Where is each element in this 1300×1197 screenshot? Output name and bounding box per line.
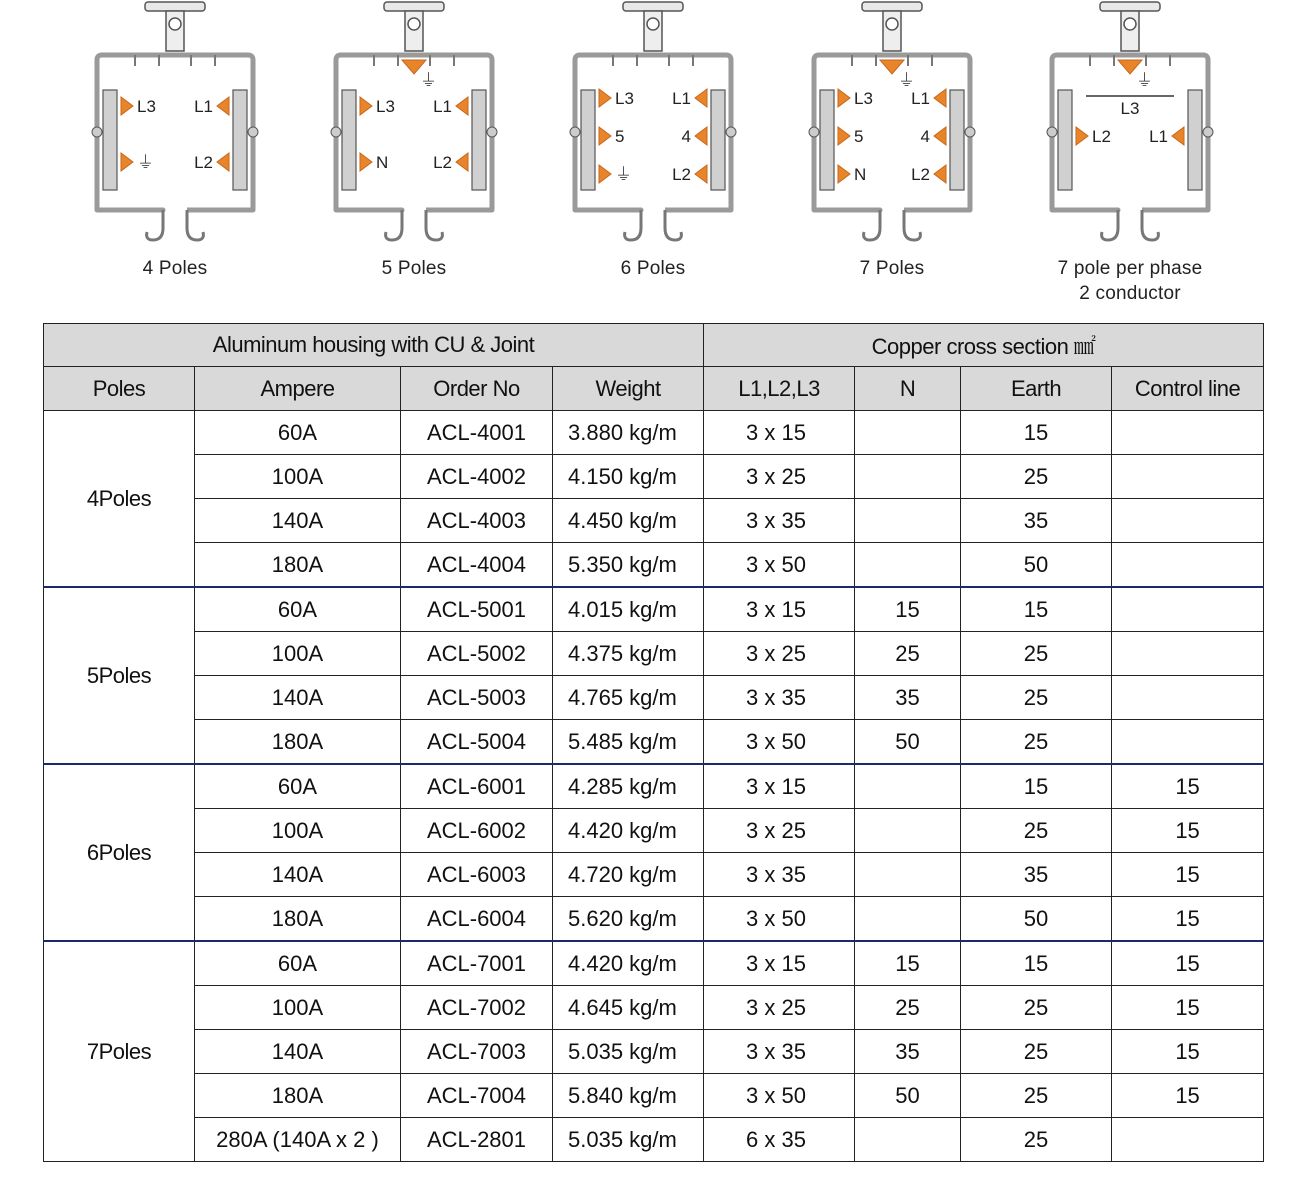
ground-symbol-icon: ⏚ — [898, 71, 915, 90]
terminal-clip-icon — [121, 153, 133, 171]
terminal-label: L3 — [376, 97, 395, 116]
order-no-cell: ACL-7004 — [401, 1074, 553, 1118]
control-line-cell: 15 — [1112, 764, 1264, 809]
table-row — [44, 1118, 1264, 1162]
weight-cell: 4.645 kg/m — [553, 986, 704, 1030]
earth-cell: 50 — [961, 543, 1112, 588]
terminal-label: N — [376, 153, 389, 172]
rail-diagram — [314, 0, 514, 310]
n-cell — [855, 543, 961, 588]
terminal-label: L2 — [433, 153, 452, 172]
col-header-earth: Earth — [961, 367, 1112, 411]
n-cell: 15 — [855, 587, 961, 632]
terminal-label: ⏚ — [615, 165, 632, 184]
order-no-cell: ACL-5002 — [401, 632, 553, 676]
ampere-cell: 60A — [195, 411, 401, 455]
weight-cell: 5.035 kg/m — [553, 1118, 704, 1162]
l1l2l3-cell: 3 x 35 — [704, 499, 855, 543]
ground-symbol-icon: ⏚ — [1136, 71, 1153, 90]
diagram-caption — [1030, 256, 1230, 306]
table-row — [44, 676, 1264, 720]
weight-cell: 4.450 kg/m — [553, 499, 704, 543]
l1l2l3-cell: 3 x 15 — [704, 411, 855, 455]
earth-cell: 15 — [961, 764, 1112, 809]
weight-cell: 4.420 kg/m — [553, 941, 704, 986]
order-no-cell: ACL-5003 — [401, 676, 553, 720]
terminal-label: L1 — [672, 89, 691, 108]
diagram-caption — [314, 256, 514, 281]
poles-cell: 6Poles — [44, 764, 195, 941]
rail-profile-icon — [314, 0, 514, 252]
l1l2l3-cell: 3 x 25 — [704, 809, 855, 853]
order-no-cell: ACL-7002 — [401, 986, 553, 1030]
l1l2l3-cell: 3 x 25 — [704, 455, 855, 499]
l1l2l3-cell: 3 x 50 — [704, 897, 855, 942]
order-no-cell: ACL-7001 — [401, 941, 553, 986]
table-row — [44, 1030, 1264, 1074]
l1l2l3-cell: 3 x 15 — [704, 941, 855, 986]
order-no-cell: ACL-4002 — [401, 455, 553, 499]
terminal-clip-icon — [838, 127, 850, 145]
earth-cell: 25 — [961, 632, 1112, 676]
terminal-label: 4 — [681, 127, 691, 146]
order-no-cell: ACL-4001 — [401, 411, 553, 455]
terminal-label: L3 — [615, 89, 634, 108]
l1l2l3-cell: 6 x 35 — [704, 1118, 855, 1162]
table-row — [44, 587, 1264, 632]
weight-cell: 5.035 kg/m — [553, 1030, 704, 1074]
col-header-poles: Poles — [44, 367, 195, 411]
terminal-clip-icon — [695, 127, 707, 145]
earth-cell: 15 — [961, 941, 1112, 986]
terminal-clip-icon — [217, 97, 229, 115]
order-no-cell: ACL-4003 — [401, 499, 553, 543]
earth-cell: 25 — [961, 1118, 1112, 1162]
terminal-clip-icon — [1076, 127, 1088, 145]
n-cell — [855, 853, 961, 897]
n-cell: 50 — [855, 1074, 961, 1118]
order-no-cell: ACL-2801 — [401, 1118, 553, 1162]
copper-group-header: Copper cross section ㎟ — [704, 324, 1264, 367]
rail-diagram — [75, 0, 275, 310]
control-line-cell — [1112, 676, 1264, 720]
ampere-cell: 140A — [195, 853, 401, 897]
l1l2l3-cell: 3 x 15 — [704, 764, 855, 809]
weight-cell: 4.375 kg/m — [553, 632, 704, 676]
earth-cell: 35 — [961, 499, 1112, 543]
poles-cell: 7Poles — [44, 941, 195, 1162]
terminal-clip-icon — [456, 97, 468, 115]
order-no-cell: ACL-6004 — [401, 897, 553, 942]
terminal-clip-icon — [599, 89, 611, 107]
diagram-caption-line: 7 Poles — [859, 258, 925, 279]
group-header-row — [44, 324, 1264, 367]
order-no-cell: ACL-6003 — [401, 853, 553, 897]
terminal-label: 5 — [615, 127, 625, 146]
terminal-clip-icon — [599, 127, 611, 145]
l1l2l3-cell: 3 x 35 — [704, 1030, 855, 1074]
table-row — [44, 1074, 1264, 1118]
order-no-cell: ACL-4004 — [401, 543, 553, 588]
control-line-cell — [1112, 1118, 1264, 1162]
control-line-cell — [1112, 632, 1264, 676]
earth-cell: 35 — [961, 853, 1112, 897]
terminal-label: L3 — [854, 89, 873, 108]
table-row — [44, 764, 1264, 809]
terminal-label: L1 — [433, 97, 452, 116]
weight-cell: 4.720 kg/m — [553, 853, 704, 897]
housing-group-header: Aluminum housing with CU & Joint — [44, 324, 704, 367]
diagram-caption — [792, 256, 992, 281]
rail-profile-icon — [75, 0, 275, 252]
terminal-clip-icon — [934, 165, 946, 183]
order-no-cell: ACL-5004 — [401, 720, 553, 765]
terminal-label: L1 — [1149, 127, 1168, 146]
diagram-strip — [0, 0, 1300, 315]
n-cell — [855, 455, 961, 499]
weight-cell: 4.765 kg/m — [553, 676, 704, 720]
rail-profile-icon — [1030, 0, 1230, 252]
earth-cell: 15 — [961, 587, 1112, 632]
n-cell — [855, 411, 961, 455]
ampere-cell: 100A — [195, 809, 401, 853]
n-cell: 35 — [855, 1030, 961, 1074]
terminal-clip-icon — [121, 97, 133, 115]
weight-cell: 4.420 kg/m — [553, 809, 704, 853]
control-line-cell: 15 — [1112, 809, 1264, 853]
terminal-clip-icon — [695, 165, 707, 183]
n-cell: 25 — [855, 986, 961, 1030]
weight-cell: 5.620 kg/m — [553, 897, 704, 942]
col-header-n: N — [855, 367, 961, 411]
earth-cell: 25 — [961, 1074, 1112, 1118]
control-line-cell: 15 — [1112, 986, 1264, 1030]
table-row — [44, 809, 1264, 853]
table-row — [44, 632, 1264, 676]
terminal-clip-icon — [838, 165, 850, 183]
ampere-cell: 140A — [195, 1030, 401, 1074]
ampere-cell: 180A — [195, 897, 401, 942]
n-cell — [855, 897, 961, 942]
order-no-cell: ACL-6002 — [401, 809, 553, 853]
control-line-cell — [1112, 720, 1264, 765]
col-header-order-no: Order No — [401, 367, 553, 411]
table-row — [44, 543, 1264, 588]
weight-cell: 5.485 kg/m — [553, 720, 704, 765]
col-header-weight: Weight — [553, 367, 704, 411]
weight-cell: 4.285 kg/m — [553, 764, 704, 809]
col-header-control-line: Control line — [1112, 367, 1264, 411]
diagram-caption-line: 7 pole per phase — [1057, 258, 1203, 279]
ampere-cell: 100A — [195, 455, 401, 499]
control-line-cell — [1112, 455, 1264, 499]
terminal-label: L2 — [194, 153, 213, 172]
weight-cell: 5.840 kg/m — [553, 1074, 704, 1118]
l1l2l3-cell: 3 x 50 — [704, 1074, 855, 1118]
terminal-label: L3 — [137, 97, 156, 116]
table-row — [44, 897, 1264, 942]
earth-cell: 50 — [961, 897, 1112, 942]
l1l2l3-cell: 3 x 50 — [704, 543, 855, 588]
weight-cell: 5.350 kg/m — [553, 543, 704, 588]
ampere-cell: 180A — [195, 720, 401, 765]
control-line-cell: 15 — [1112, 941, 1264, 986]
table-row — [44, 853, 1264, 897]
rail-profile-icon — [553, 0, 753, 252]
earth-cell: 25 — [961, 455, 1112, 499]
terminal-clip-icon — [217, 153, 229, 171]
l1l2l3-cell: 3 x 25 — [704, 632, 855, 676]
terminal-label: L1 — [194, 97, 213, 116]
n-cell: 25 — [855, 632, 961, 676]
earth-cell: 25 — [961, 1030, 1112, 1074]
order-no-cell: ACL-7003 — [401, 1030, 553, 1074]
l1l2l3-cell: 3 x 50 — [704, 720, 855, 765]
control-line-cell — [1112, 411, 1264, 455]
ampere-cell: 100A — [195, 632, 401, 676]
terminal-clip-icon — [838, 89, 850, 107]
control-line-cell: 15 — [1112, 1030, 1264, 1074]
control-line-cell — [1112, 499, 1264, 543]
rail-diagram — [1030, 0, 1230, 310]
table-row — [44, 411, 1264, 455]
order-no-cell: ACL-6001 — [401, 764, 553, 809]
l1l2l3-cell: 3 x 35 — [704, 676, 855, 720]
table-row — [44, 499, 1264, 543]
terminal-label: L3 — [1120, 99, 1140, 118]
rail-diagram — [553, 0, 753, 310]
control-line-cell — [1112, 587, 1264, 632]
terminal-label: N — [854, 165, 867, 184]
control-line-cell: 15 — [1112, 1074, 1264, 1118]
poles-cell: 4Poles — [44, 411, 195, 588]
ampere-cell: 60A — [195, 587, 401, 632]
terminal-clip-icon — [934, 89, 946, 107]
diagram-caption — [553, 256, 753, 281]
diagram-caption-line: 5 Poles — [381, 258, 447, 279]
control-line-cell — [1112, 543, 1264, 588]
diagram-caption-line: 2 conductor — [1079, 283, 1181, 304]
rail-profile-icon — [792, 0, 992, 252]
ampere-cell: 100A — [195, 986, 401, 1030]
terminal-label: L2 — [1092, 127, 1111, 146]
earth-cell: 25 — [961, 986, 1112, 1030]
control-line-cell: 15 — [1112, 897, 1264, 942]
terminal-clip-icon — [456, 153, 468, 171]
n-cell — [855, 764, 961, 809]
spec-table — [43, 323, 1264, 1162]
column-header-row — [44, 367, 1264, 411]
n-cell — [855, 809, 961, 853]
earth-cell: 15 — [961, 411, 1112, 455]
ampere-cell: 140A — [195, 676, 401, 720]
order-no-cell: ACL-5001 — [401, 587, 553, 632]
diagram-caption-line: 4 Poles — [142, 258, 208, 279]
terminal-clip-icon — [1172, 127, 1184, 145]
n-cell — [855, 1118, 961, 1162]
weight-cell: 4.150 kg/m — [553, 455, 704, 499]
diagram-caption — [75, 256, 275, 281]
table-row — [44, 455, 1264, 499]
ampere-cell: 180A — [195, 543, 401, 588]
n-cell — [855, 499, 961, 543]
col-header-l1l2l3: L1,L2,L3 — [704, 367, 855, 411]
table-row — [44, 941, 1264, 986]
earth-cell: 25 — [961, 720, 1112, 765]
table-row — [44, 986, 1264, 1030]
l1l2l3-cell: 3 x 15 — [704, 587, 855, 632]
earth-cell: 25 — [961, 676, 1112, 720]
n-cell: 50 — [855, 720, 961, 765]
terminal-clip-icon — [934, 127, 946, 145]
table-row — [44, 720, 1264, 765]
col-header-ampere: Ampere — [195, 367, 401, 411]
l1l2l3-cell: 3 x 35 — [704, 853, 855, 897]
diagram-caption-line: 6 Poles — [620, 258, 686, 279]
ground-symbol-icon: ⏚ — [420, 71, 437, 90]
rail-diagram — [792, 0, 992, 310]
control-line-cell: 15 — [1112, 853, 1264, 897]
terminal-label: L2 — [672, 165, 691, 184]
n-cell: 35 — [855, 676, 961, 720]
terminal-label: L2 — [911, 165, 930, 184]
poles-cell: 5Poles — [44, 587, 195, 764]
terminal-label: ⏚ — [137, 153, 154, 172]
terminal-clip-icon — [695, 89, 707, 107]
terminal-label: L1 — [911, 89, 930, 108]
weight-cell: 3.880 kg/m — [553, 411, 704, 455]
terminal-clip-icon — [360, 97, 372, 115]
ampere-cell: 60A — [195, 764, 401, 809]
l1l2l3-cell: 3 x 25 — [704, 986, 855, 1030]
ampere-cell: 180A — [195, 1074, 401, 1118]
terminal-label: 5 — [854, 127, 864, 146]
table-body — [44, 411, 1264, 1162]
ampere-cell: 60A — [195, 941, 401, 986]
n-cell: 15 — [855, 941, 961, 986]
terminal-clip-icon — [360, 153, 372, 171]
ampere-cell: 280A (140A x 2 ) — [195, 1118, 401, 1162]
ampere-cell: 140A — [195, 499, 401, 543]
terminal-clip-icon — [599, 165, 611, 183]
terminal-label: 4 — [920, 127, 930, 146]
weight-cell: 4.015 kg/m — [553, 587, 704, 632]
earth-cell: 25 — [961, 809, 1112, 853]
